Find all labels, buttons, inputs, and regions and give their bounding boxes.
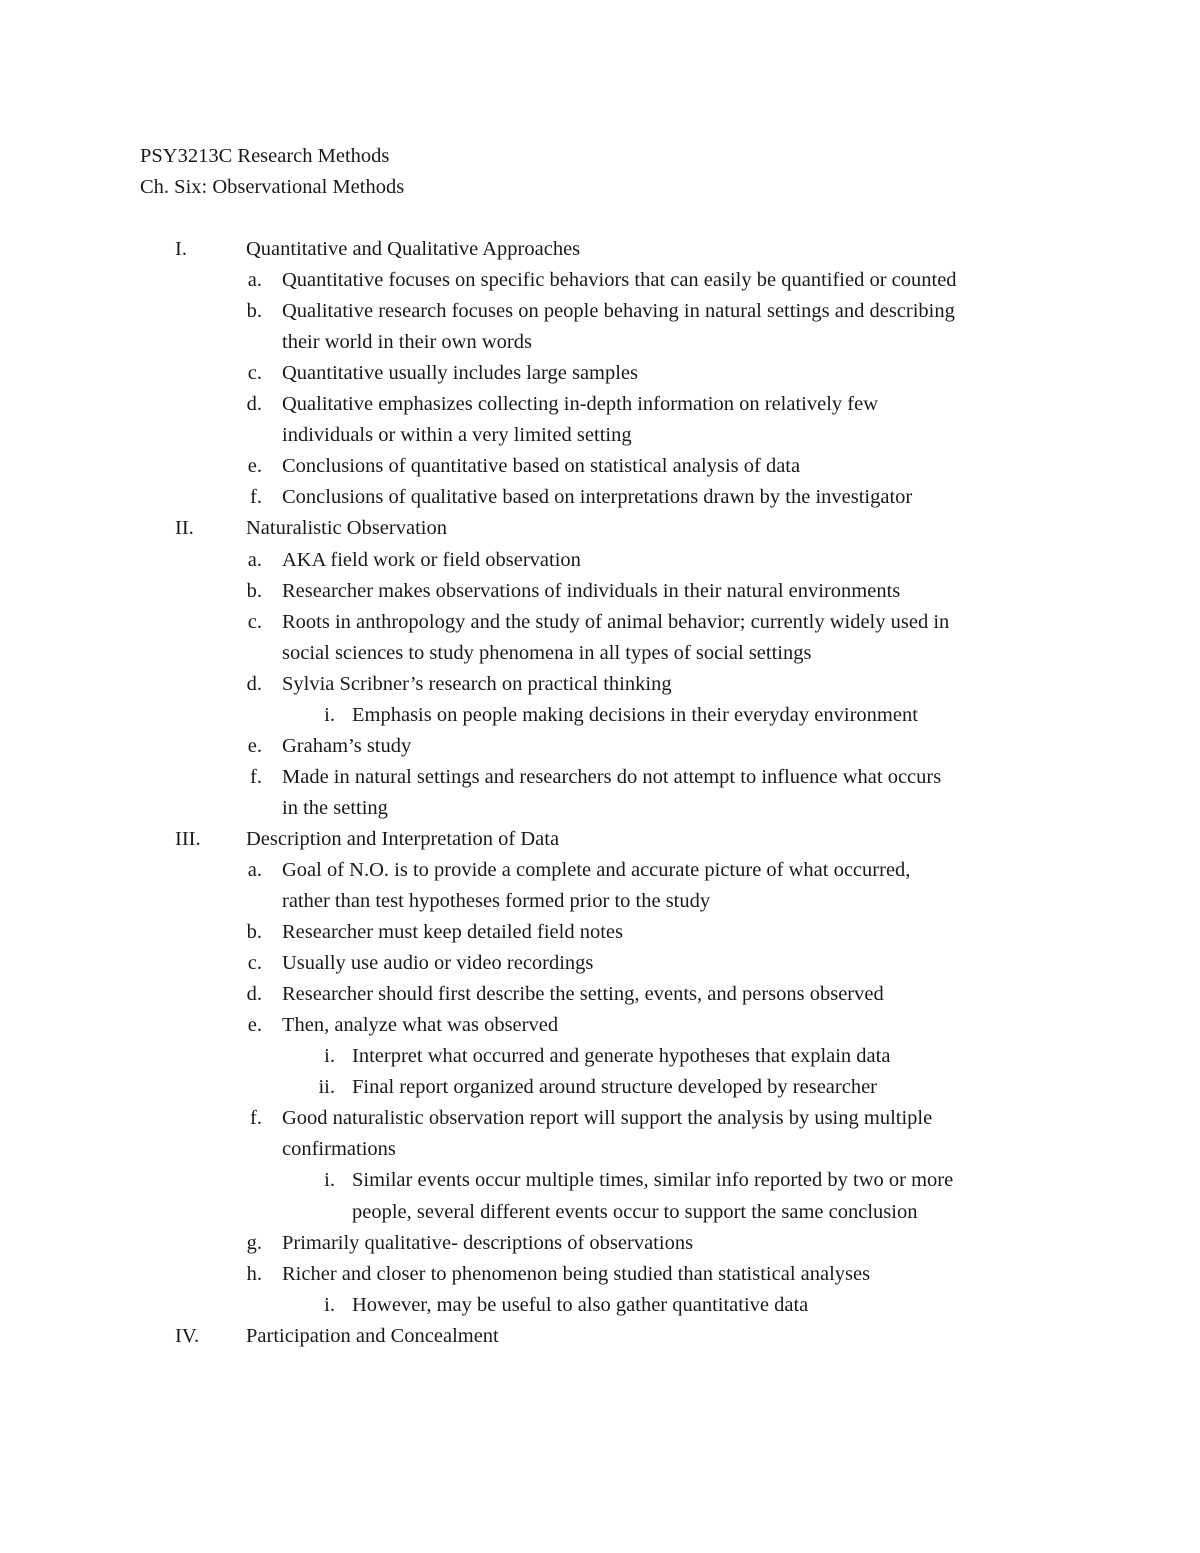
item-marker: a. [247,859,262,881]
subitem-marker: i. [324,1169,335,1191]
item-marker: c. [247,611,262,633]
item-text: rather than test hypotheses formed prior to the study [282,890,711,912]
subitem-marker: i. [324,1294,335,1316]
item-text: Conclusions of qualitative based on interpretations drawn by the investigator [282,486,913,508]
item-marker: f. [250,486,262,508]
item-marker: e. [247,1014,262,1036]
section-numeral: IV. [175,1325,200,1347]
item-text: individuals or within a very limited setting [282,424,632,446]
item-text: Sylvia Scribner’s research on practical thinking [282,673,672,695]
item-marker: a. [247,549,262,571]
item-text: Researcher makes observations of individuals in their natural environments [282,580,901,602]
item-marker: b. [246,580,262,602]
subitem-text: However, may be useful to also gather quantitative data [352,1294,809,1316]
item-marker: d. [246,983,262,1005]
item-text: in the setting [282,797,388,819]
item-text: confirmations [282,1138,396,1160]
item-marker: f. [250,766,262,788]
item-text: Quantitative usually includes large samples [282,362,639,384]
item-text: Roots in anthropology and the study of animal behavior; currently widely used in [282,611,950,633]
item-text: Graham’s study [282,735,412,757]
course-title: PSY3213C Research Methods [140,145,390,167]
item-text: their world in their own words [282,331,532,353]
section-heading: Description and Interpretation of Data [246,828,560,850]
item-text: social sciences to study phenomena in all types of social settings [282,642,812,664]
item-text: Made in natural settings and researchers do not attempt to influence what occurs [282,766,942,788]
subitem-marker: i. [324,1045,335,1067]
item-marker: c. [247,952,262,974]
item-marker: a. [247,269,262,291]
subitem-marker: ii. [318,1076,335,1098]
section-heading: Quantitative and Qualitative Approaches [246,238,581,260]
item-marker: b. [246,300,262,322]
item-text: Good naturalistic observation report will support the analysis by using multiple [282,1107,933,1129]
item-text: Usually use audio or video recordings [282,952,594,974]
item-marker: b. [246,921,262,943]
subitem-text: Final report organized around structure developed by researcher [352,1076,878,1098]
item-marker: e. [247,735,262,757]
section-numeral: II. [175,517,194,539]
item-text: Researcher should first describe the setting, events, and persons observed [282,983,884,1005]
section-heading: Participation and Concealment [246,1325,499,1347]
item-marker: d. [246,673,262,695]
item-marker: g. [246,1232,262,1254]
section-numeral: I. [175,238,187,260]
item-marker: d. [246,393,262,415]
item-text: AKA field work or field observation [282,549,581,571]
item-marker: c. [247,362,262,384]
section-numeral: III. [175,828,201,850]
item-text: Qualitative emphasizes collecting in-depth information on relatively few [282,393,879,415]
item-text: Conclusions of quantitative based on statistical analysis of data [282,455,801,477]
item-text: Goal of N.O. is to provide a complete and accurate picture of what occurred, [282,859,911,881]
subitem-text: Similar events occur multiple times, similar info reported by two or more [352,1169,954,1191]
subitem-text: Interpret what occurred and generate hypotheses that explain data [352,1045,891,1067]
item-marker: f. [250,1107,262,1129]
chapter-title: Ch. Six: Observational Methods [140,176,405,198]
item-marker: h. [246,1263,262,1285]
item-text: Then, analyze what was observed [282,1014,559,1036]
item-text: Primarily qualitative- descriptions of observations [282,1232,694,1254]
subitem-text: Emphasis on people making decisions in their everyday environment [352,704,918,726]
item-text: Richer and closer to phenomenon being studied than statistical analyses [282,1263,871,1285]
item-text: Quantitative focuses on specific behaviors that can easily be quantified or counted [282,269,957,291]
item-text: Researcher must keep detailed field notes [282,921,623,943]
item-marker: e. [247,455,262,477]
subitem-text: people, several different events occur to support the same conclusion [352,1201,918,1223]
section-heading: Naturalistic Observation [246,517,447,539]
item-text: Qualitative research focuses on people behaving in natural settings and describing [282,300,955,322]
subitem-marker: i. [324,704,335,726]
